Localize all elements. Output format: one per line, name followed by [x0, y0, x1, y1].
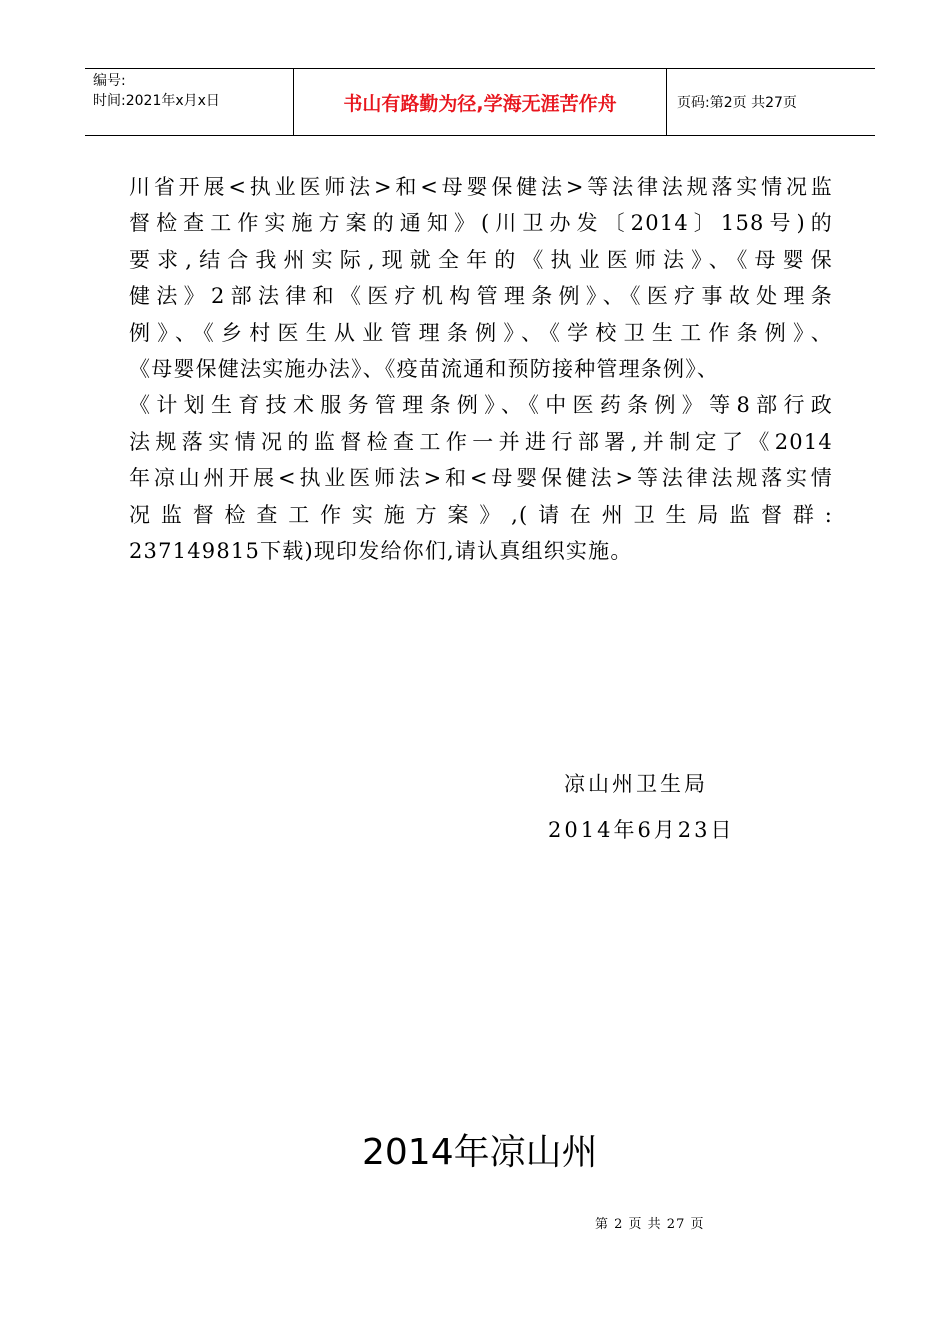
signature-org: 凉山州卫生局: [564, 772, 708, 796]
header-page-info: 页码:第2页 共27页: [677, 95, 797, 111]
header-motto: 书山有路勤为径,学海无涯苦作舟: [294, 69, 667, 135]
page-header: [85, 68, 875, 136]
signature-date: 2014年6月23日: [548, 818, 735, 842]
body-line: 例》、《乡村医生从业管理条例》、《学校卫生工作条例》、: [129, 320, 833, 345]
header-number-label: 编号:: [93, 73, 126, 89]
page-footer: 第 2 页 共 27 页: [595, 1217, 705, 1232]
document-body: [129, 169, 833, 569]
body-line: 《计划生育技术服务管理条例》、《中医药条例》等8部行政: [129, 393, 833, 418]
body-line: 237149815下载)现印发给你们,请认真组织实施。: [129, 538, 633, 563]
body-line: 法规落实情况的监督检查工作一并进行部署,并制定了《2014: [129, 429, 833, 454]
header-meta: [85, 69, 294, 135]
body-line: 《母婴保健法实施办法》、《疫苗流通和预防接种管理条例》、: [129, 356, 720, 381]
body-line: 要求,结合我州实际,现就全年的《执业医师法》、《母婴保: [129, 247, 833, 272]
body-line: 年凉山州开展<执业医师法>和<母婴保健法>等法律法规落实情: [129, 466, 833, 491]
header-time-label: 时间:2021年x月x日: [93, 93, 220, 109]
body-line: 督检查工作实施方案的通知》(川卫办发〔2014〕158号)的: [129, 211, 833, 236]
body-line: 川省开展<执业医师法>和<母婴保健法>等法律法规落实情况监: [129, 175, 833, 199]
section-title: 2014年凉山州: [362, 1132, 598, 1173]
body-line: 况监督检查工作实施方案》,(请在州卫生局监督群:: [129, 502, 833, 527]
body-line: 健法》2部法律和《医疗机构管理条例》、《医疗事故处理条: [129, 284, 833, 309]
